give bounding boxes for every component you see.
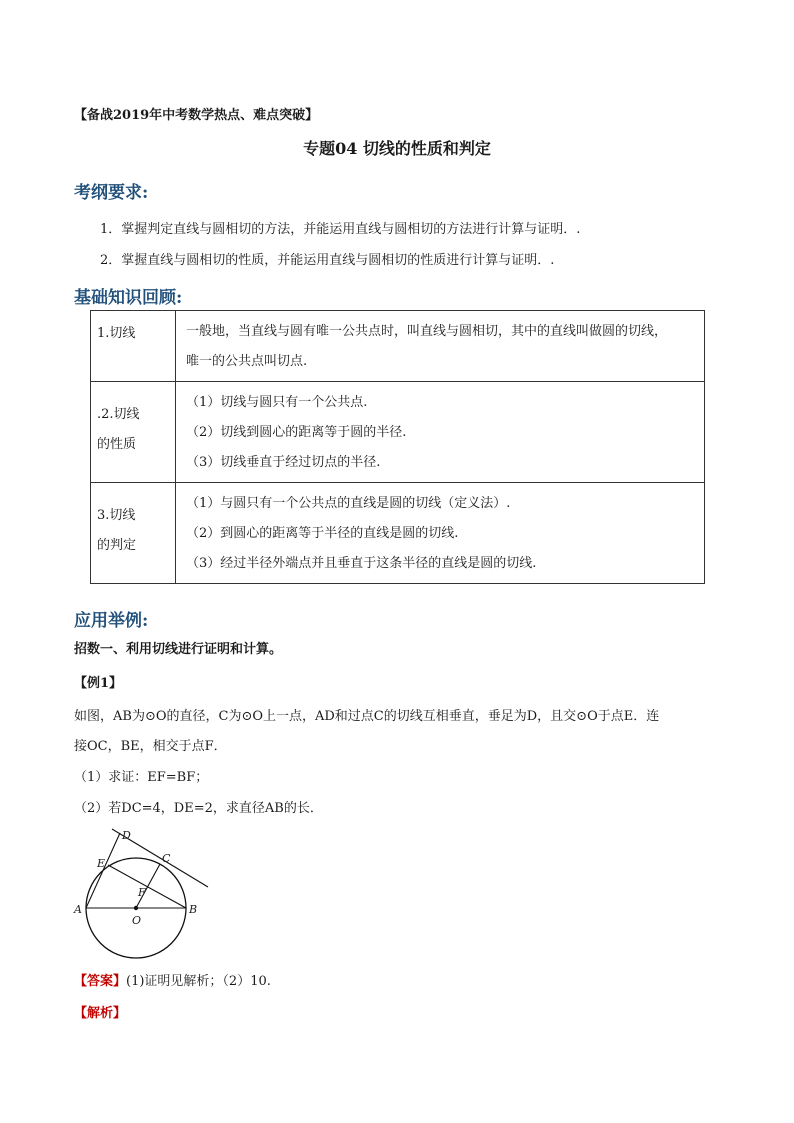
label-e: E (97, 857, 106, 870)
label-d: D (122, 829, 131, 842)
table-value-text: （2）到圆心的距离等于半径的直线是圆的切线. (186, 526, 459, 541)
table-key-cell (91, 382, 176, 483)
table-value-text: 一般地，当直线与圆有唯一公共点时，叫直线与圆相切，其中的直线叫做圆的切线， (186, 324, 668, 339)
problem-line: 如图，AB为⊙O的直径，C为⊙O上一点，AD和过点C的切线互相垂直，垂足为D，且交⊙O于点E．连 (74, 709, 660, 724)
table-row (91, 483, 705, 584)
answer-tag: 【答案】 (74, 974, 127, 989)
table-value-text: （2）切线到圆心的距离等于圆的半径. (186, 425, 407, 440)
table-value-cell (176, 483, 705, 584)
problem-line: 接OC，BE，相交于点F． (74, 739, 227, 754)
table-key-text: 的判定 (97, 538, 137, 553)
table-value-text: （3）经过半径外端点并且垂直于这条半径的直线是圆的切线. (186, 556, 537, 571)
question-2: （2）若DC=4，DE=2，求直径AB的长． (74, 801, 323, 816)
source-note: 【备战2019年中考数学热点、难点突破】 (74, 108, 319, 123)
table-key-cell (91, 311, 176, 382)
problem-statement (74, 702, 724, 762)
geometry-figure (70, 825, 220, 965)
syllabus-heading: 考纲要求: (74, 183, 149, 203)
analysis-tag: 【解析】 (74, 1006, 127, 1021)
example-label: 【例1】 (74, 676, 123, 691)
table-value-text: （1）与圆只有一个公共点的直线是圆的切线（定义法）. (186, 496, 511, 511)
line-ad (86, 833, 120, 908)
page-title: 专题04 切线的性质和判定 (303, 139, 491, 158)
table-row (91, 311, 705, 382)
segment-be (108, 865, 186, 908)
examples-heading: 应用举例: (74, 611, 149, 631)
knowledge-table (90, 310, 705, 584)
table-value-text: （3）切线垂直于经过切点的半径. (186, 455, 381, 470)
strategy-title: 招数一、利用切线进行证明和计算。 (74, 642, 283, 657)
table-key-text: 3.切线 (97, 508, 136, 523)
center-point (134, 906, 138, 910)
table-key-cell (91, 483, 176, 584)
question-1: （1）求证：EF=BF； (74, 770, 209, 785)
label-a: A (74, 903, 82, 916)
syllabus-item-1: 1．掌握判定直线与圆相切的方法，并能运用直线与圆相切的方法进行计算与证明．. (100, 222, 581, 237)
label-o: O (132, 914, 142, 927)
table-value-text: （1）切线与圆只有一个公共点. (186, 395, 368, 410)
table-key-text: 1.切线 (97, 326, 136, 341)
table-key-text: .2.切线 (97, 407, 140, 422)
label-f: F (138, 886, 146, 899)
syllabus-item-2: 2．掌握直线与圆相切的性质，并能运用直线与圆相切的性质进行计算与证明．. (100, 253, 555, 268)
table-row (91, 382, 705, 483)
table-value-cell (176, 311, 705, 382)
table-value-cell (176, 382, 705, 483)
label-b: B (189, 903, 198, 916)
answer-text: (1)证明见解析；（2）10. (126, 974, 271, 989)
answer-line (74, 970, 271, 989)
table-key-text: 的性质 (97, 437, 137, 452)
review-heading: 基础知识回顾: (74, 288, 183, 308)
table-value-text: 唯一的公共点叫切点. (186, 354, 308, 369)
label-c: C (162, 852, 171, 865)
